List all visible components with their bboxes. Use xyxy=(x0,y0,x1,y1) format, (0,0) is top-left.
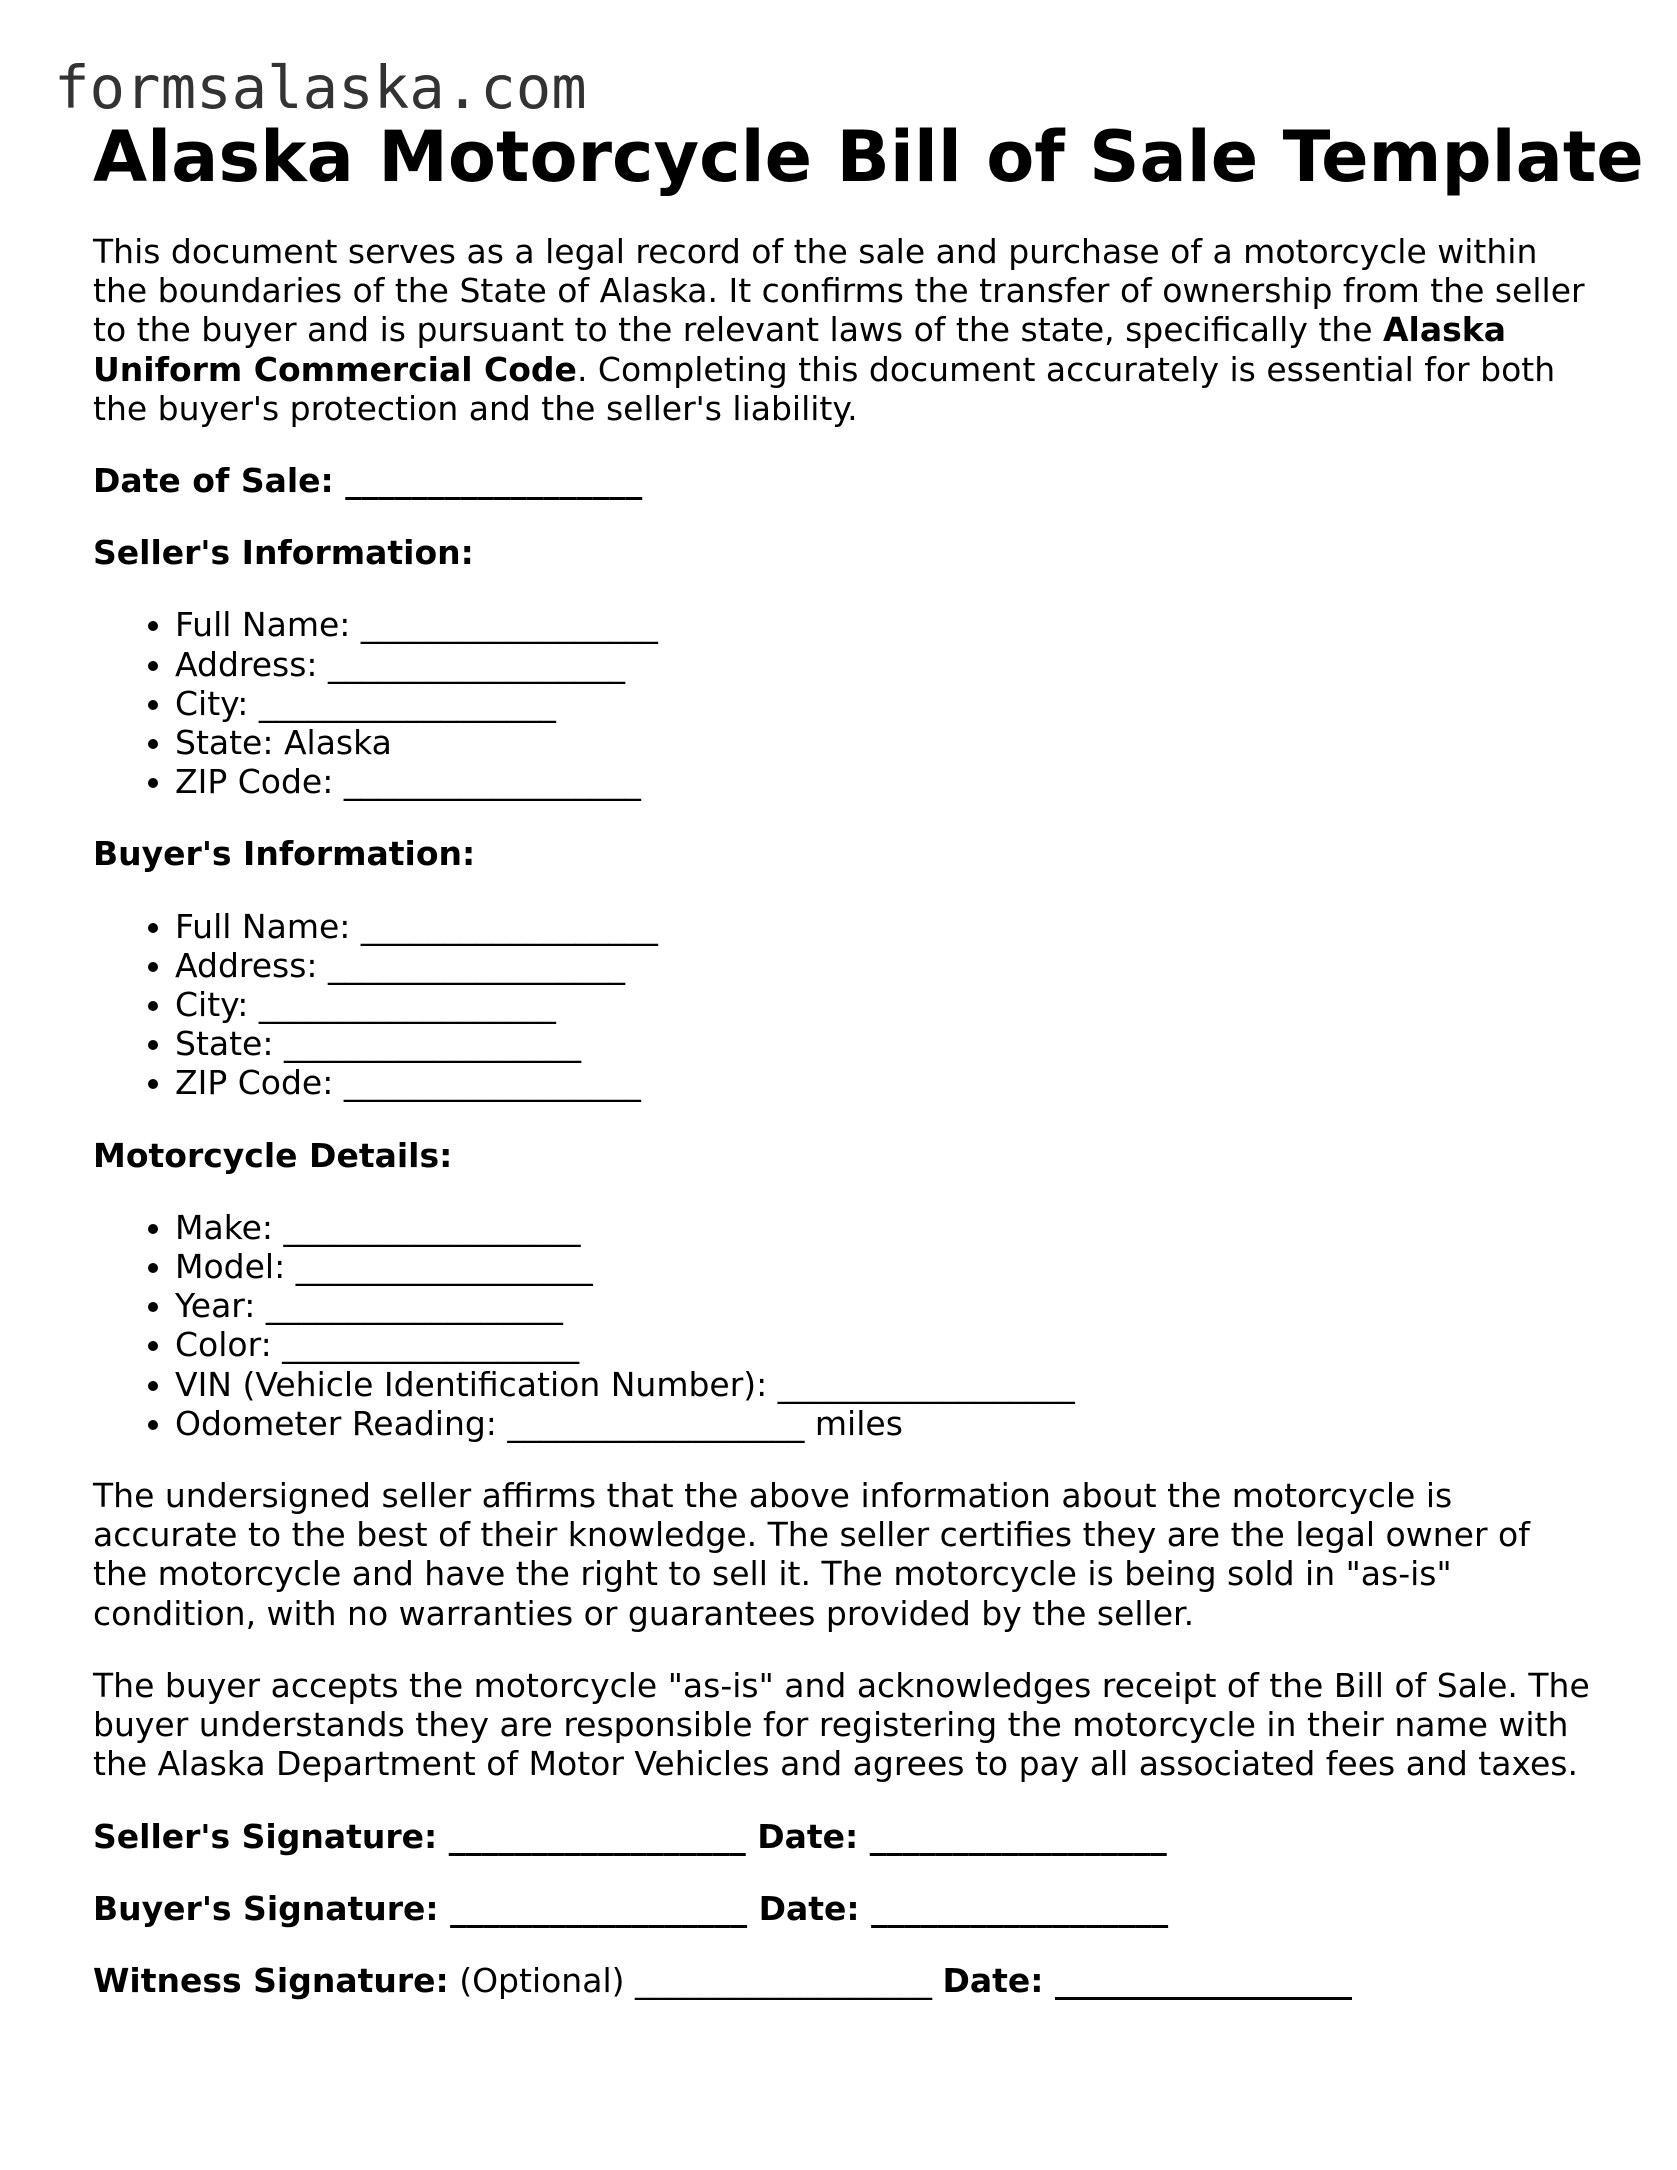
buyer-info-list xyxy=(93,907,1593,1103)
seller-full-name-field[interactable]: • Full Name: __________________ xyxy=(175,605,1593,644)
intro-text-2: . Completing this document accurately is essential for both the buyer's protection and the seller's liability. xyxy=(93,349,1556,428)
witness-signature-line[interactable] xyxy=(93,1961,1593,2000)
witness-date-label: Date: __________________ xyxy=(942,1960,1352,2000)
make-field[interactable]: • Make: __________________ xyxy=(175,1208,1593,1247)
model-field[interactable]: • Model: __________________ xyxy=(175,1247,1593,1286)
date-of-sale-field[interactable]: Date of Sale: __________________ xyxy=(93,461,643,501)
buyer-acceptance-paragraph: The buyer accepts the motorcycle "as-is" and acknowledges receipt of the Bill of Sale. The buyer understands they are responsible for registering the motorcycle in their name with the Alaska Department of Motor Vehicles and agrees to pay all associated fees and taxes. xyxy=(93,1665,1590,1784)
intro-bold-code: Alaska Uniform Commercial Code xyxy=(93,310,1506,389)
motorcycle-details-list xyxy=(93,1208,1593,1443)
intro-paragraph xyxy=(93,232,1593,428)
seller-zip-field[interactable]: • ZIP Code: __________________ xyxy=(175,762,1593,801)
buyer-city-field[interactable]: • City: __________________ xyxy=(175,985,1593,1024)
seller-info-list xyxy=(93,605,1593,801)
witness-optional-text: (Optional) __________________ xyxy=(448,1960,943,2000)
color-field[interactable]: • Color: __________________ xyxy=(175,1325,1593,1364)
year-field[interactable]: • Year: __________________ xyxy=(175,1286,1593,1325)
buyer-state-field[interactable]: • State: __________________ xyxy=(175,1024,1593,1063)
witness-signature-label: Witness Signature: xyxy=(93,1960,449,2000)
vin-field[interactable]: • VIN (Vehicle Identification Number): __________________ xyxy=(175,1365,1593,1404)
watermark-logo: formsalaska.com xyxy=(54,53,587,122)
seller-signature-line[interactable]: Seller's Signature: __________________ Date: __________________ xyxy=(93,1816,1167,1856)
motorcycle-details-heading: Motorcycle Details: xyxy=(93,1135,453,1175)
buyer-address-field[interactable]: • Address: __________________ xyxy=(175,946,1593,985)
buyer-zip-field[interactable]: • ZIP Code: __________________ xyxy=(175,1063,1593,1102)
seller-affirmation-paragraph: The undersigned seller affirms that the above information about the motorcycle is accurate to the best of their knowledge. The seller certifies they are the legal owner of the motorcycle and have the right to sell it. The motorcycle is being sold in "as-is" condition, with no warranties or guarantees provided by the seller. xyxy=(93,1476,1530,1633)
odometer-field[interactable]: • Odometer Reading: __________________ miles xyxy=(175,1404,1593,1443)
seller-city-field[interactable]: • City: __________________ xyxy=(175,684,1593,723)
seller-address-field[interactable]: • Address: __________________ xyxy=(175,645,1593,684)
intro-text-1: This document serves as a legal record of the sale and purchase of a motorcycle within the boundaries of the State of Alaska. It confirms the transfer of ownership from the seller to the buyer and is pursuant to the relevant laws of the state, specifically the xyxy=(93,232,1585,350)
document-page xyxy=(93,115,1644,2000)
buyer-info-heading: Buyer's Information: xyxy=(93,834,476,874)
seller-state-field: • State: Alaska xyxy=(175,723,1593,762)
buyer-full-name-field[interactable]: • Full Name: __________________ xyxy=(175,907,1593,946)
seller-info-heading: Seller's Information: xyxy=(93,533,474,573)
buyer-signature-line[interactable]: Buyer's Signature: __________________ Date: __________________ xyxy=(93,1888,1169,1928)
document-title: Alaska Motorcycle Bill of Sale Template xyxy=(93,116,1644,198)
